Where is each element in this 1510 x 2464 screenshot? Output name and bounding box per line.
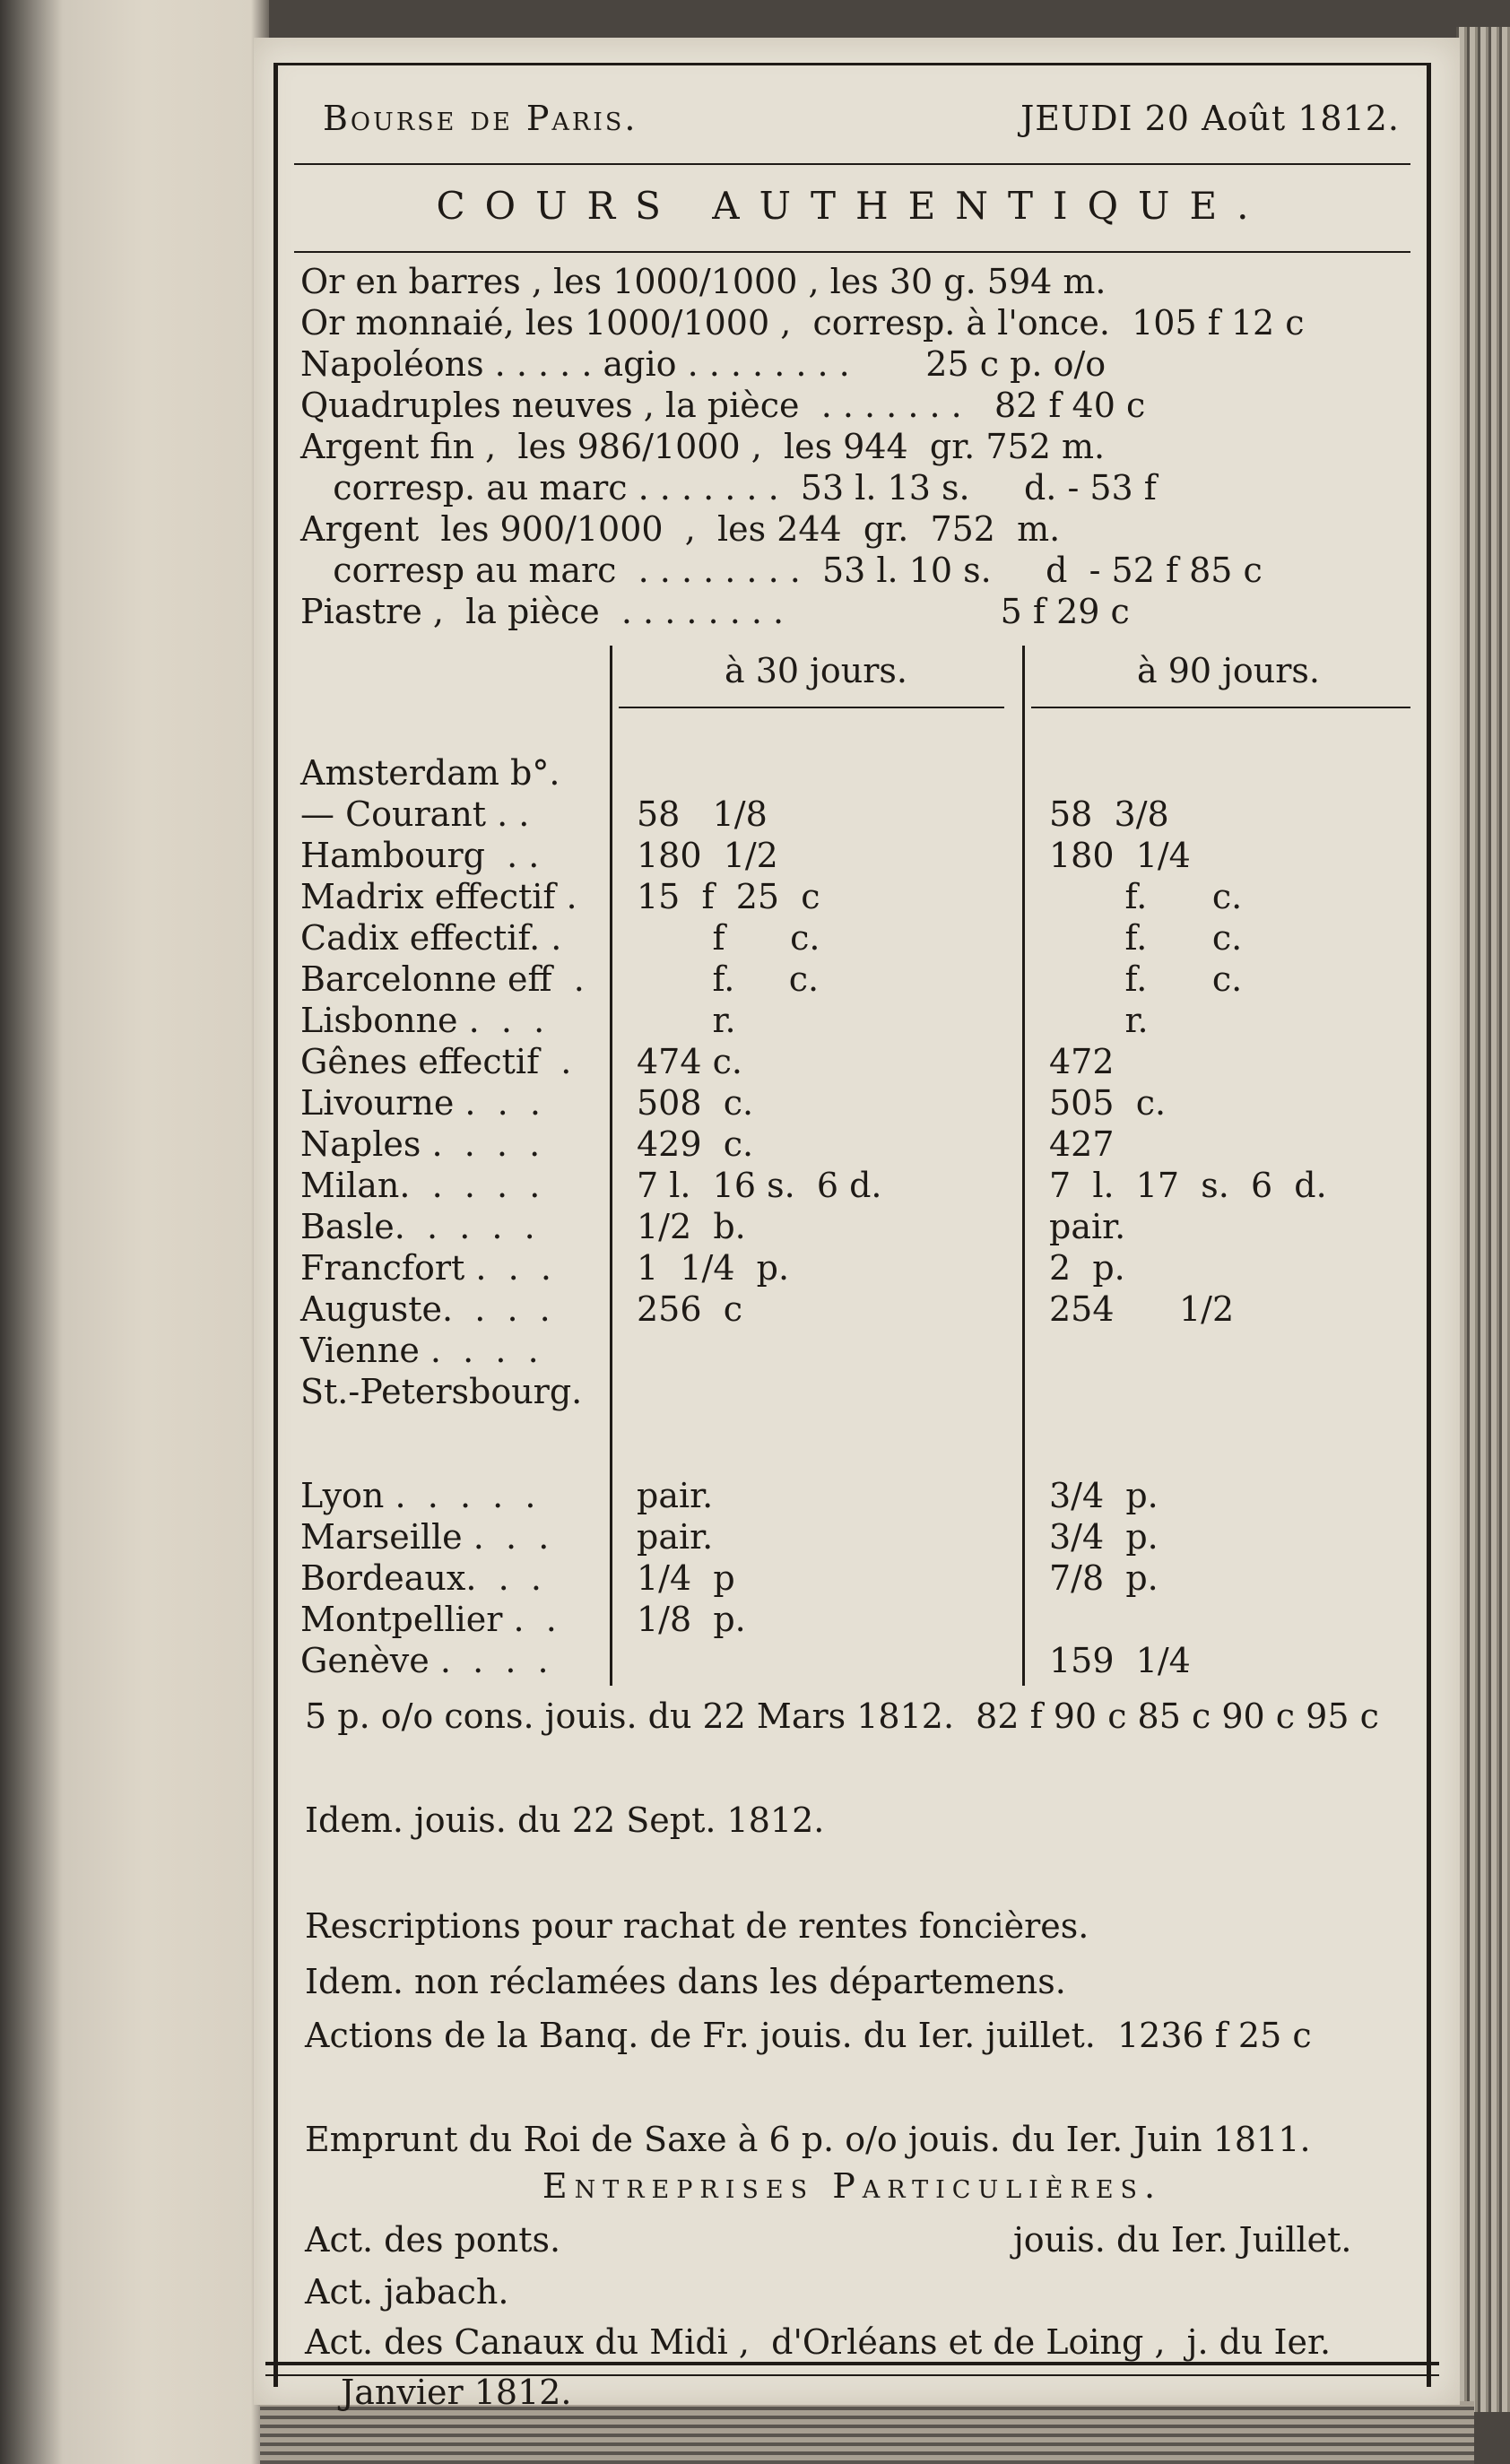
rate-30: 1/2 b. [637,1207,746,1246]
rate-90: 3/4 p. [1049,1476,1159,1515]
funds-banque: Actions de la Banq. de Fr. jouis. du Ier. juillet. 1236 f 25 c [305,2016,1312,2055]
page-edges-right [1456,27,1510,2412]
funds-ponts: Act. des ponts. [305,2220,561,2260]
city-name: Cadix effectif. . [300,918,562,958]
header-90-rule [1031,707,1410,708]
rate-90: 159 1/4 [1049,1641,1191,1680]
header-30-jours: à 30 jours. [724,651,908,690]
rate-30: pair. [637,1517,714,1557]
page-header [323,99,1400,138]
rate-30: 1 1/4 p. [637,1248,790,1288]
city-name: Auguste. . . . [300,1289,551,1329]
city-name: Marseille . . . [300,1517,550,1557]
funds-idem-non: Idem. non réclamées dans les départemens. [305,1962,1066,2001]
rate-30: f. c. [637,959,820,999]
header-bourse: Bourse de Paris. [323,99,638,138]
entreprises-title: Entreprises Particulières. [542,2166,1163,2206]
city-name: Genève . . . . [300,1641,549,1680]
page-frame [273,63,1431,2412]
rate-90: 254 1/2 [1049,1289,1235,1329]
city-name: Hambourg . . [300,836,540,875]
header-90-jours: à 90 jours. [1136,651,1321,690]
rate-90: f. c. [1049,918,1243,958]
rate-90: 427 [1049,1124,1115,1164]
rate-30: pair. [637,1476,714,1515]
rate-90: 7 l. 17 s. 6 d. [1049,1166,1327,1205]
title-rule [294,251,1410,253]
rate-30: 15 f 25 c [637,877,820,916]
city-name: Naples . . . . [300,1124,541,1164]
frame-top-rule [278,63,1427,65]
metal-line: Piastre , la pièce . . . . . . . . 5 f 29 c [300,592,1130,631]
rate-30: 508 c. [637,1083,754,1123]
metal-line: Argent les 900/1000 , les 244 gr. 752 m. [300,509,1061,549]
city-name: Montpellier . . [300,1600,557,1639]
rate-90: 472 [1049,1042,1115,1081]
funds-canaux: Act. des Canaux du Midi , d'Orléans et de Loing , j. du Ier. [305,2322,1332,2362]
rate-90: 505 c. [1049,1083,1167,1123]
rate-30: r. [637,1001,736,1040]
metal-line: Napoléons . . . . . agio . . . . . . . . 25 c p. o/o [300,344,1106,384]
city-name: Lisbonne . . . [300,1001,545,1040]
city-name: Livourne . . . [300,1083,541,1123]
city-name: Bordeaux. . . [300,1558,542,1598]
rate-30: f c. [637,918,820,958]
rate-90: 3/4 p. [1049,1517,1159,1557]
rate-90: f. c. [1049,877,1243,916]
rate-30: 180 1/2 [637,836,778,875]
rate-90: r. [1049,1001,1149,1040]
header-30-rule [619,707,1004,708]
city-name: Milan. . . . . [300,1166,541,1205]
city-name: Barcelonne eff . [300,959,585,999]
page-title: COURS AUTHENTIQUE. [436,184,1269,228]
metal-line: corresp. au marc . . . . . . . 53 l. 13 s. d. - 53 f [300,468,1157,508]
document-page [254,38,1460,2412]
rate-90: 7/8 p. [1049,1558,1159,1598]
funds-jabach: Act. jabach. [305,2272,509,2312]
rate-90: f. c. [1049,959,1243,999]
rate-30: 429 c. [637,1124,754,1164]
rate-30: 7 l. 16 s. 6 d. [637,1166,882,1205]
metal-line: Or monnaié, les 1000/1000 , corresp. à l'once. 105 f 12 c [300,303,1305,343]
rate-30: 58 1/8 [637,794,768,834]
funds-rescriptions: Rescriptions pour rachat de rentes foncières. [305,1906,1089,1946]
rate-30: 256 c [637,1289,742,1329]
column-divider-90 [1022,646,1025,1686]
city-name: Madrix effectif . [300,877,577,916]
column-divider-30 [610,646,612,1686]
funds-cons: 5 p. o/o cons. jouis. du 22 Mars 1812. 82 f 90 c 85 c 90 c 95 c [305,1696,1379,1736]
city-name: Vienne . . . . [300,1331,539,1370]
metal-line: Or en barres , les 1000/1000 , les 30 g. 594 m. [300,262,1106,301]
city-name: Amsterdam b°. [300,753,560,793]
metal-line: corresp au marc . . . . . . . . 53 l. 10 s. d - 52 f 85 c [300,551,1263,590]
metal-line: Quadruples neuves , la pièce . . . . . . . 82 f 40 c [300,386,1146,425]
rate-90: pair. [1049,1207,1126,1246]
rate-90: 180 1/4 [1049,836,1191,875]
funds-emprunt: Emprunt du Roi de Saxe à 6 p. o/o jouis. du Ier. Juin 1811. [305,2120,1311,2159]
funds-idem-sept: Idem. jouis. du 22 Sept. 1812. [305,1800,825,1840]
rate-90: 2 p. [1049,1248,1125,1288]
book-binding-left [0,0,269,2464]
city-name: St.-Petersbourg. [300,1372,583,1411]
metal-line: Argent fin , les 986/1000 , les 944 gr. 752 m. [300,427,1106,466]
funds-ponts-jouis: jouis. du Ier. Juillet. [1013,2220,1352,2260]
city-name: — Courant . . [300,794,530,834]
header-rule [294,163,1410,165]
rate-90: 58 3/8 [1049,794,1169,834]
city-name: Basle. . . . . [300,1207,535,1246]
funds-canaux-cont: Janvier 1812. [341,2373,572,2412]
rate-30: 1/8 p. [637,1600,746,1639]
rate-30: 474 c. [637,1042,742,1081]
frame-bottom-rule [265,2362,1439,2365]
header-date: JEUDI 20 Août 1812. [1020,99,1400,138]
rate-30: 1/4 p [637,1558,735,1598]
city-name: Lyon . . . . . [300,1476,536,1515]
frame-bottom-rule-thin [265,2374,1439,2376]
city-name: Francfort . . . [300,1248,551,1288]
city-name: Gênes effectif . [300,1042,572,1081]
